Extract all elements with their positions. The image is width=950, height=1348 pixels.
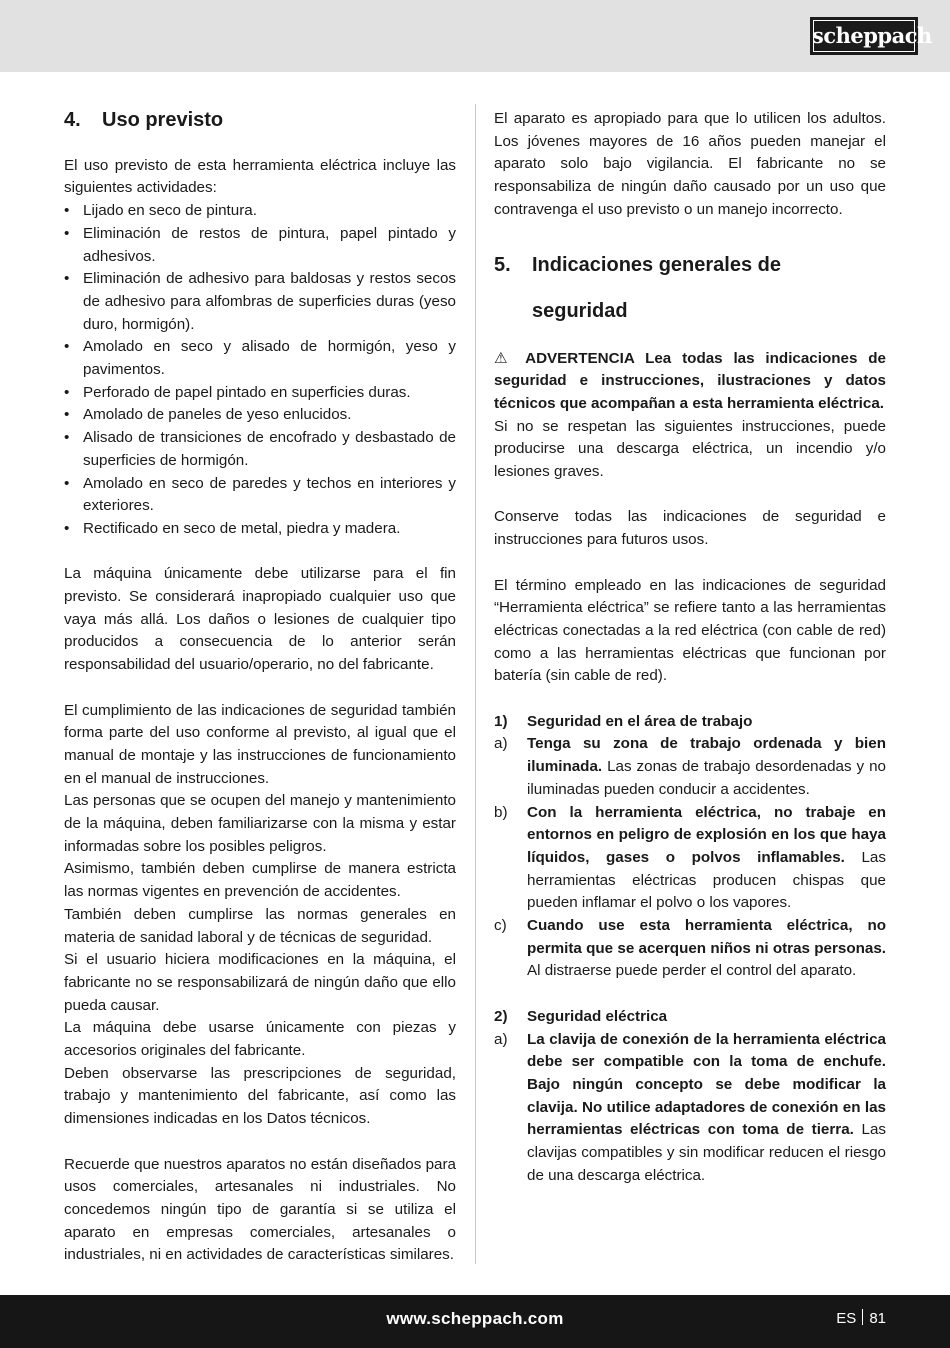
modification-paragraph: Si el usuario hiciera modificaciones en la máquina, el fabricante no se responsabilizará de ningún daño que ello pueda causar. [64,951,456,1014]
subsection-number: 2) [494,1007,508,1025]
separator [862,1309,863,1325]
persons-paragraph: Las personas que se ocupen del manejo y mantenimiento de la máquina, deben familiarizarse con la misma y estar informadas sobre los posibles peligros. [64,792,456,855]
item-text: Las clavijas compatibles y sin modificar reducen el riesgo de una descarga eléctrica. [527,1121,886,1184]
term-definition-paragraph: El término empleado en las indicaciones de seguridad “Herramienta eléctrica” se refiere tanto a las herramientas eléctricas conectadas a la red eléctrica (con cable de red) como a las herramientas eléctricas que funcionan por batería (sin cable de red). [494,576,886,685]
item-key: b) [494,803,508,821]
adults-paragraph: El aparato es apropiado para que lo utilicen los adultos. Los jóvenes mayores de 16 años pueden manejar el aparato solo bajo vigilancia. El fabricante no se responsabiliza de ningún daño causado por un uso que contravenga el uso previsto o un manejo incorrecto. [494,110,886,218]
header-bar [0,0,950,72]
item-bold-text: Cuando use esta herramienta eléctrica, no permita que se acerquen niños ni otras personas. [527,917,886,957]
intro-paragraph: El uso previsto de esta herramienta eléctrica incluye las siguientes actividades: [64,156,456,197]
list-item [494,733,886,801]
subsection-work-area-heading [494,711,886,734]
language-code: ES [836,1310,857,1327]
warning-paragraph [494,348,886,416]
list-item: • Alisado de transiciones de encofrado y desbastado de superficies de hormigón. [64,427,456,472]
purpose-paragraph: La máquina únicamente debe utilizarse para el fin previsto. Se considerará inapropiado cualquier uso que vaya más allá. Los daños o lesiones de cualquier tipo producidos a consecuencia de lo anterior serán responsabilidad del usuario/operario, no del fabricante. [64,565,456,674]
list-item: • Amolado en seco de paredes y techos en interiores y exteriores. [64,473,456,518]
list-item: • Rectificado en seco de metal, piedra y madera. [64,518,456,541]
page-indicator [836,1309,886,1329]
list-item [494,1029,886,1188]
item-bold-text: Con la herramienta eléctrica, no trabaje en entornos en peligro de explosión en los que haya líquidos, gases o polvos inflamables. [527,803,886,866]
list-item: • Eliminación de restos de pintura, papel pintado y adhesivos. [64,223,456,268]
parts-paragraph: La máquina debe usarse únicamente con piezas y accesorios originales del fabricante. [64,1019,456,1060]
list-item [494,802,886,916]
subsection-title: Seguridad eléctrica [527,1007,668,1025]
column-divider [475,104,476,1264]
item-text: Las zonas de trabajo desordenadas y no iluminadas pueden conducir a accidentes. [527,758,886,798]
subsection-number: 1) [494,712,508,730]
section-5-heading [494,242,886,334]
item-key: c) [494,917,507,935]
warning-consequence: Si no se respetan las siguientes instrucciones, puede producirse una descarga eléctrica, un incendio y/o lesiones graves. [494,417,886,481]
section-number: 4. [64,109,81,131]
section-title-line1: Indicaciones generales de [532,253,781,276]
section-number: 5. [494,253,511,276]
commercial-paragraph: Recuerde que nuestros aparatos no están diseñados para usos comerciales, artesanales ni industriales. No concedemos ningún tipo de garantía si se utiliza el aparato en empresas comerciales, artesanales o industriales, ni en actividades de características similares. [64,1155,456,1264]
compliance-paragraph: El cumplimiento de las indicaciones de seguridad también forma parte del uso conforme al previsto, al igual que el manual de montaje y las instrucciones de funcionamiento en el manual de instrucciones. [64,701,456,787]
right-column [494,108,886,1187]
section-title: Uso previsto [102,109,224,131]
subsection-electrical-heading [494,1006,886,1029]
list-item [494,915,886,983]
scheppach-logo: scheppach [810,17,918,55]
footer-bar [0,1295,950,1348]
list-item: • Amolado en seco y alisado de hormigón, yeso y pavimentos. [64,336,456,381]
list-item: • Lijado en seco de pintura. [64,200,456,223]
item-bold-text: Tenga su zona de trabajo ordenada y bien iluminada. [527,735,886,776]
section-title-line2: seguridad [532,299,628,322]
health-paragraph: También deben cumplirse las normas generales en materia de sanidad laboral y de técnicas de seguridad. [64,905,456,946]
item-key: a) [494,1030,508,1048]
list-item: • Amolado de paneles de yeso enlucidos. [64,404,456,427]
item-key: a) [494,735,508,753]
list-item: • Eliminación de adhesivo para baldosas y restos secos de adhesivo para alfombras de superficies duras (yeso duro, hormigón). [64,268,456,336]
activity-list [64,200,456,541]
website-link[interactable]: www.scheppach.com [386,1309,564,1328]
left-column [64,108,456,1267]
warning-icon: ⚠ [494,349,515,367]
prevention-paragraph: Asimismo, también deben cumplirse de manera estricta las normas vigentes en prevención de accidentes. [64,860,456,901]
subsection-title: Seguridad en el área de trabajo [527,712,753,730]
item-text: Las herramientas eléctricas producen chispas que pueden inflamar el polvo o los vapores. [527,848,886,912]
page-number: 81 [869,1310,886,1327]
observe-paragraph: Deben observarse las prescripciones de seguridad, trabajo y mantenimiento del fabricante, así como las dimensiones indicadas en los Datos técnicos. [64,1064,456,1128]
keep-instructions-paragraph: Conserve todas las indicaciones de seguridad e instrucciones para futuros usos. [494,508,886,549]
section-4-heading [64,108,456,132]
item-text: Al distraerse puede perder el control del aparato. [527,962,857,980]
item-bold-text: La clavija de conexión de la herramienta eléctrica debe ser compatible con la toma de enchufe. Bajo ningún concepto se debe modificar la clavija. No utilice adaptadores de conexión en las herramientas eléctricas con toma de tierra. [527,1030,886,1139]
warning-bold-text: ADVERTENCIA Lea todas las indicaciones de seguridad e instrucciones, ilustraciones y datos técnicos que acompañan a esta herramienta eléctrica. [494,349,886,412]
list-item: • Perforado de papel pintado en superficies duras. [64,382,456,405]
